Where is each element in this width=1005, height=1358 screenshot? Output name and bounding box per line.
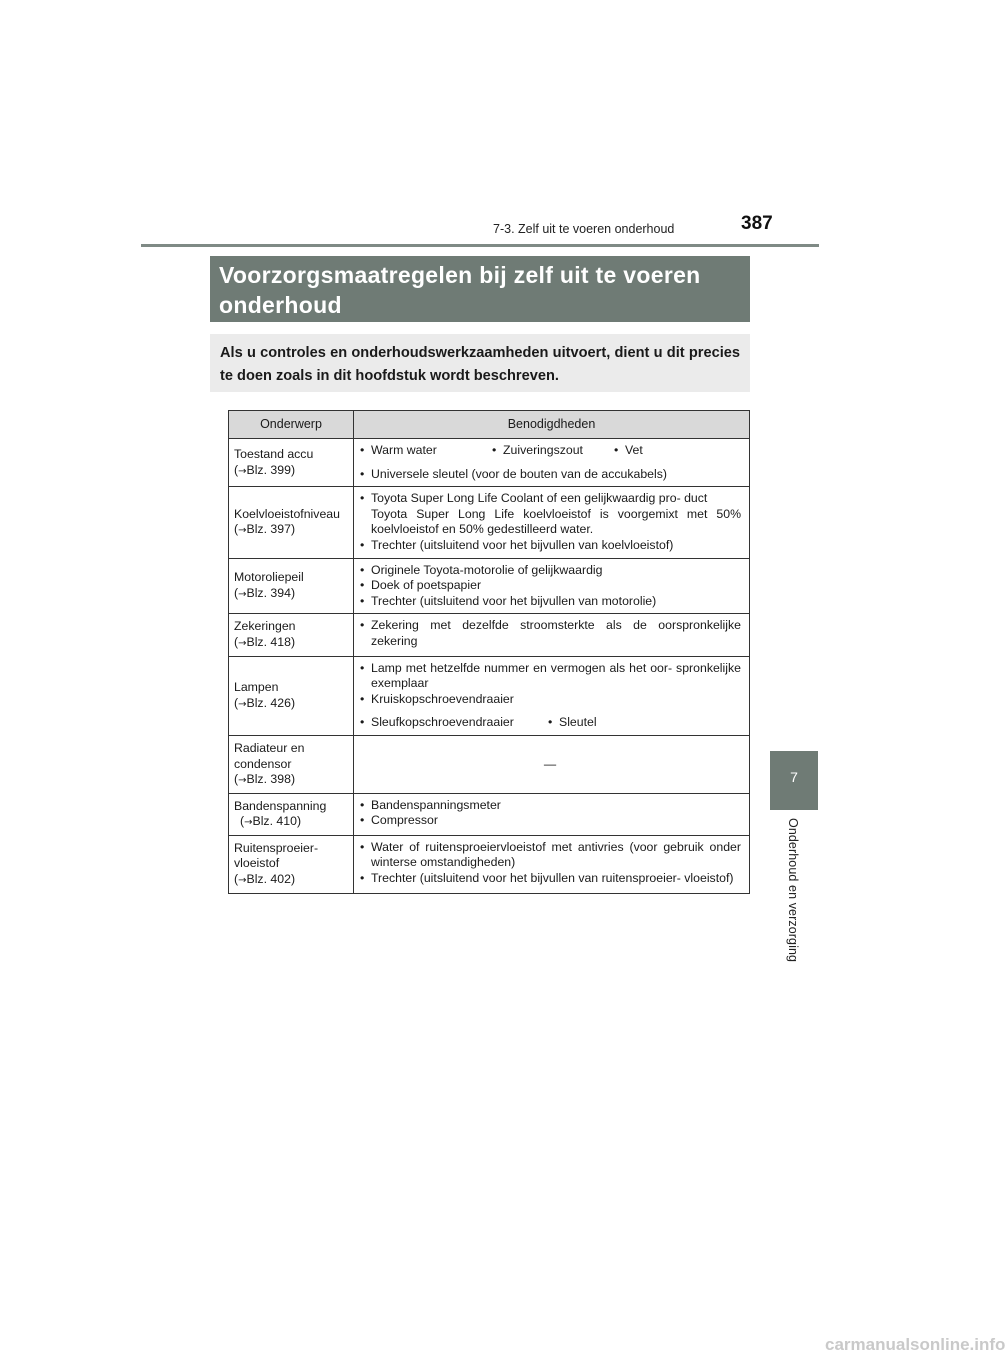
page-reference-text: Blz. 399 xyxy=(246,462,291,477)
needs-cell xyxy=(354,835,750,893)
subject-text: Toestand accu xyxy=(234,447,314,461)
subject-cell xyxy=(229,735,354,793)
list-item: • Trechter (uitsluitend voor het bijvullen van motorolie) xyxy=(359,594,741,610)
subject-text: Bandenspanning xyxy=(234,798,327,813)
chapter-tab xyxy=(770,751,818,810)
subject-cell xyxy=(229,558,354,614)
page-reference: (→Blz. 398) xyxy=(234,772,296,787)
watermark: carmanualsonline.info xyxy=(825,1335,1005,1354)
page-reference: (→Blz. 394) xyxy=(234,585,296,600)
page-reference-text: Blz. 394 xyxy=(246,585,291,600)
header-section-title: 7-3. Zelf uit te voeren onderhoud xyxy=(493,222,675,236)
arrow-right-icon: → xyxy=(238,775,247,787)
subject-text-line-2: vloeistof xyxy=(234,856,280,871)
section-title xyxy=(210,256,750,322)
needs-cell xyxy=(354,793,750,835)
chapter-title: Onderhoud en verzorging xyxy=(786,818,800,963)
list-item: • Doek of poetspapier xyxy=(359,578,741,594)
arrow-right-icon: → xyxy=(238,465,247,477)
inline-items xyxy=(359,443,741,459)
table-row xyxy=(229,439,750,487)
list-item xyxy=(359,491,741,538)
table-row xyxy=(229,656,750,735)
arrow-right-icon: → xyxy=(238,698,247,710)
list-item: • Zuiveringszout xyxy=(491,443,613,459)
list-item: • Water of ruitensproeiervloeistof met antivries (voor gebruik onder winterse omstandigheden) xyxy=(359,840,741,871)
chapter-number: 7 xyxy=(790,769,798,785)
page-reference: (→Blz. 426) xyxy=(234,695,296,710)
needs-cell xyxy=(354,656,750,735)
needs-cell xyxy=(354,735,750,793)
list-item: • Universele sleutel (voor de bouten van de accukabels) xyxy=(359,467,741,483)
subject-cell xyxy=(229,793,354,835)
arrow-right-icon: → xyxy=(244,817,253,829)
subject-text-line-1: Ruitensproeier- xyxy=(234,840,319,855)
list-item: • Bandenspanningsmeter xyxy=(359,798,741,814)
page-reference-text: Blz. 398 xyxy=(246,772,291,787)
subject-cell xyxy=(229,614,354,656)
needs-cell xyxy=(354,439,750,487)
list-item: • Sleutel xyxy=(547,715,597,731)
arrow-right-icon: → xyxy=(238,525,247,537)
table-row xyxy=(229,558,750,614)
table-row xyxy=(229,793,750,835)
subject-cell xyxy=(229,656,354,735)
column-header-needs: Benodigdheden xyxy=(354,411,750,439)
page-reference-text: Blz. 410 xyxy=(252,814,297,829)
tools-table xyxy=(228,410,750,894)
intro-paragraph: Als u controles en onderhoudswerkzaamheden uitvoert, dient u dit precies te doen zoals in dit hoofdstuk wordt beschreven. xyxy=(210,334,750,392)
subject-text-line-2: condensor xyxy=(234,756,292,771)
column-header-subject: Onderwerp xyxy=(229,411,354,439)
table-row xyxy=(229,487,750,558)
list-item: • Vet xyxy=(613,443,643,459)
table-header-row xyxy=(229,411,750,439)
subject-cell xyxy=(229,439,354,487)
page-reference: (→Blz. 402) xyxy=(234,872,296,887)
page-reference-text: Blz. 418 xyxy=(246,634,291,649)
arrow-right-icon: → xyxy=(238,875,247,887)
table-row xyxy=(229,614,750,656)
page-reference: (→Blz. 399) xyxy=(234,462,296,477)
list-item: • Warm water xyxy=(359,443,491,459)
list-item: • Trechter (uitsluitend voor het bijvullen van ruitensproeier- vloeistof) xyxy=(359,871,741,887)
list-item-note: Toyota Super Long Life koelvloeistof is voorgemixt met 50% koelvloeistof en 50% gedestilleerd water. xyxy=(371,506,741,537)
not-applicable-dash: — xyxy=(543,756,557,771)
page-reference: (→Blz. 397) xyxy=(234,522,296,537)
table-row xyxy=(229,835,750,893)
list-item: • Zekering met dezelfde stroomsterkte als de oorspronkelijke zekering xyxy=(359,618,741,649)
list-item-text: Toyota Super Long Life Coolant of een gelijkwaardig pro- duct xyxy=(371,491,708,506)
needs-cell xyxy=(354,558,750,614)
needs-cell xyxy=(354,614,750,656)
list-item: • Originele Toyota-motorolie of gelijkwaardig xyxy=(359,563,741,579)
list-item: • Trechter (uitsluitend voor het bijvullen van koelvloeistof) xyxy=(359,538,741,554)
page-reference: (→Blz. 418) xyxy=(234,634,296,649)
page-reference: (→Blz. 410) xyxy=(240,814,302,829)
list-item: • Kruiskopschroevendraaier xyxy=(359,692,741,708)
page-reference-text: Blz. 426 xyxy=(246,695,291,710)
section-title-line-1: Voorzorgsmaatregelen bij zelf uit te voeren xyxy=(219,262,701,288)
page-reference-text: Blz. 397 xyxy=(246,522,291,537)
subject-text: Lampen xyxy=(234,680,279,695)
table-row xyxy=(229,735,750,793)
subject-text: Motoroliepeil xyxy=(234,570,304,585)
arrow-right-icon: → xyxy=(238,588,247,600)
list-item: • Compressor xyxy=(359,813,741,829)
subject-cell xyxy=(229,487,354,558)
inline-items xyxy=(359,715,741,731)
needs-cell xyxy=(354,487,750,558)
page-reference-text: Blz. 402 xyxy=(246,872,291,887)
list-item: • Sleufkopschroevendraaier xyxy=(359,715,547,731)
subject-text-line-1: Radiateur en xyxy=(234,740,305,755)
subject-cell xyxy=(229,835,354,893)
subject-text: Zekeringen xyxy=(234,619,296,634)
arrow-right-icon: → xyxy=(238,637,247,649)
subject-text: Koelvloeistofniveau xyxy=(234,506,340,521)
section-title-line-2: onderhoud xyxy=(219,292,342,318)
page-number: 387 xyxy=(741,213,773,234)
list-item: • Lamp met hetzelfde nummer en vermogen als het oor- spronkelijke exemplaar xyxy=(359,661,741,692)
header-rule xyxy=(141,244,819,247)
